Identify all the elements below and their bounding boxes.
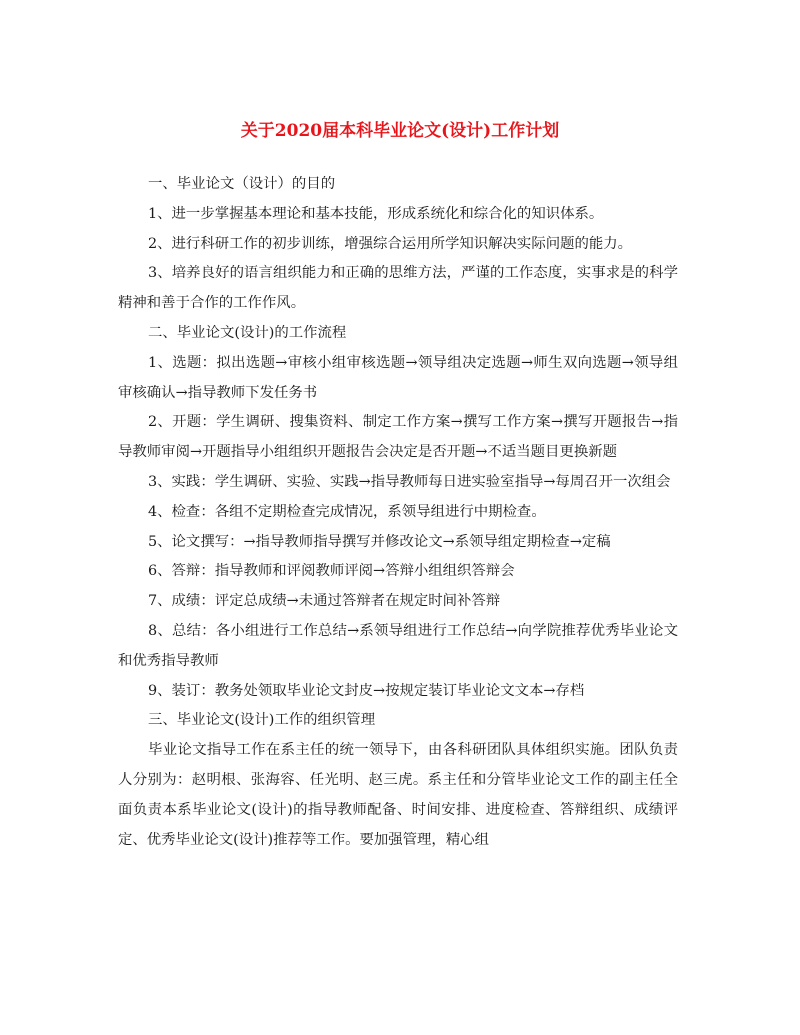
section-heading-3: 三、毕业论文(设计)工作的组织管理 <box>148 712 376 729</box>
paragraph: 9、装订：教务处领取毕业论文封皮→按规定装订毕业论文文本→存档 <box>148 682 585 699</box>
paragraph: 毕业论文指导工作在系主任的统一领导下，由各科研团队具体组织实施。团队负责人分别为：赵明根、张海容、任光明、赵三虎。系主任和分管毕业论文工作的副主任全面负责本系毕业论文(设计)的指导教师配备、时间安排、进度检查、答辩组织、成绩评定、优秀毕业论文(设计)推荐等工作。要加强管理，精心组 <box>118 742 678 848</box>
paragraph: 2、进行科研工作的初步训练，增强综合运用所学知识解决实际问题的能力。 <box>148 235 633 252</box>
paragraph: 1、进一步掌握基本理论和基本技能，形成系统化和综合化的知识体系。 <box>148 205 604 222</box>
document-title: 关于2020届本科毕业论文(设计)工作计划 <box>240 121 560 141</box>
paragraph: 3、实践：学生调研、实验、实践→指导教师每日进实验室指导→每周召开一次组会 <box>148 473 671 490</box>
document-body <box>118 170 678 855</box>
paragraph: 6、答辩：指导教师和评阅教师评阅→答辩小组组织答辩会 <box>148 563 515 580</box>
paragraph: 7、成绩：评定总成绩→未通过答辩者在规定时间补答辩 <box>148 593 501 610</box>
paragraph: 1、选题：拟出选题→审核小组审核选题→领导组决定选题→师生双向选题→领导组审核确认→指导教师下发任务书 <box>118 354 678 401</box>
paragraph: 4、检查：各组不定期检查完成情况，系领导组进行中期检查。 <box>148 503 546 520</box>
paragraph: 8、总结：各小组进行工作总结→系领导组进行工作总结→向学院推荐优秀毕业论文和优秀指导教师 <box>118 622 678 669</box>
section-heading-2: 二、毕业论文(设计)的工作流程 <box>148 324 347 341</box>
paragraph: 2、开题：学生调研、搜集资料、制定工作方案→撰写工作方案→撰写开题报告→指导教师审阅→开题指导小组组织开题报告会决定是否开题→不适当题目更换新题 <box>118 414 678 461</box>
paragraph: 5、论文撰写：→指导教师指导撰写并修改论文→系领导组定期检查→定稿 <box>148 533 611 550</box>
paragraph: 3、培养良好的语言组织能力和正确的思维方法，严谨的工作态度，实事求是的科学精神和善于合作的工作作风。 <box>118 265 678 312</box>
section-heading-1: 一、毕业论文（设计）的目的 <box>148 176 336 192</box>
